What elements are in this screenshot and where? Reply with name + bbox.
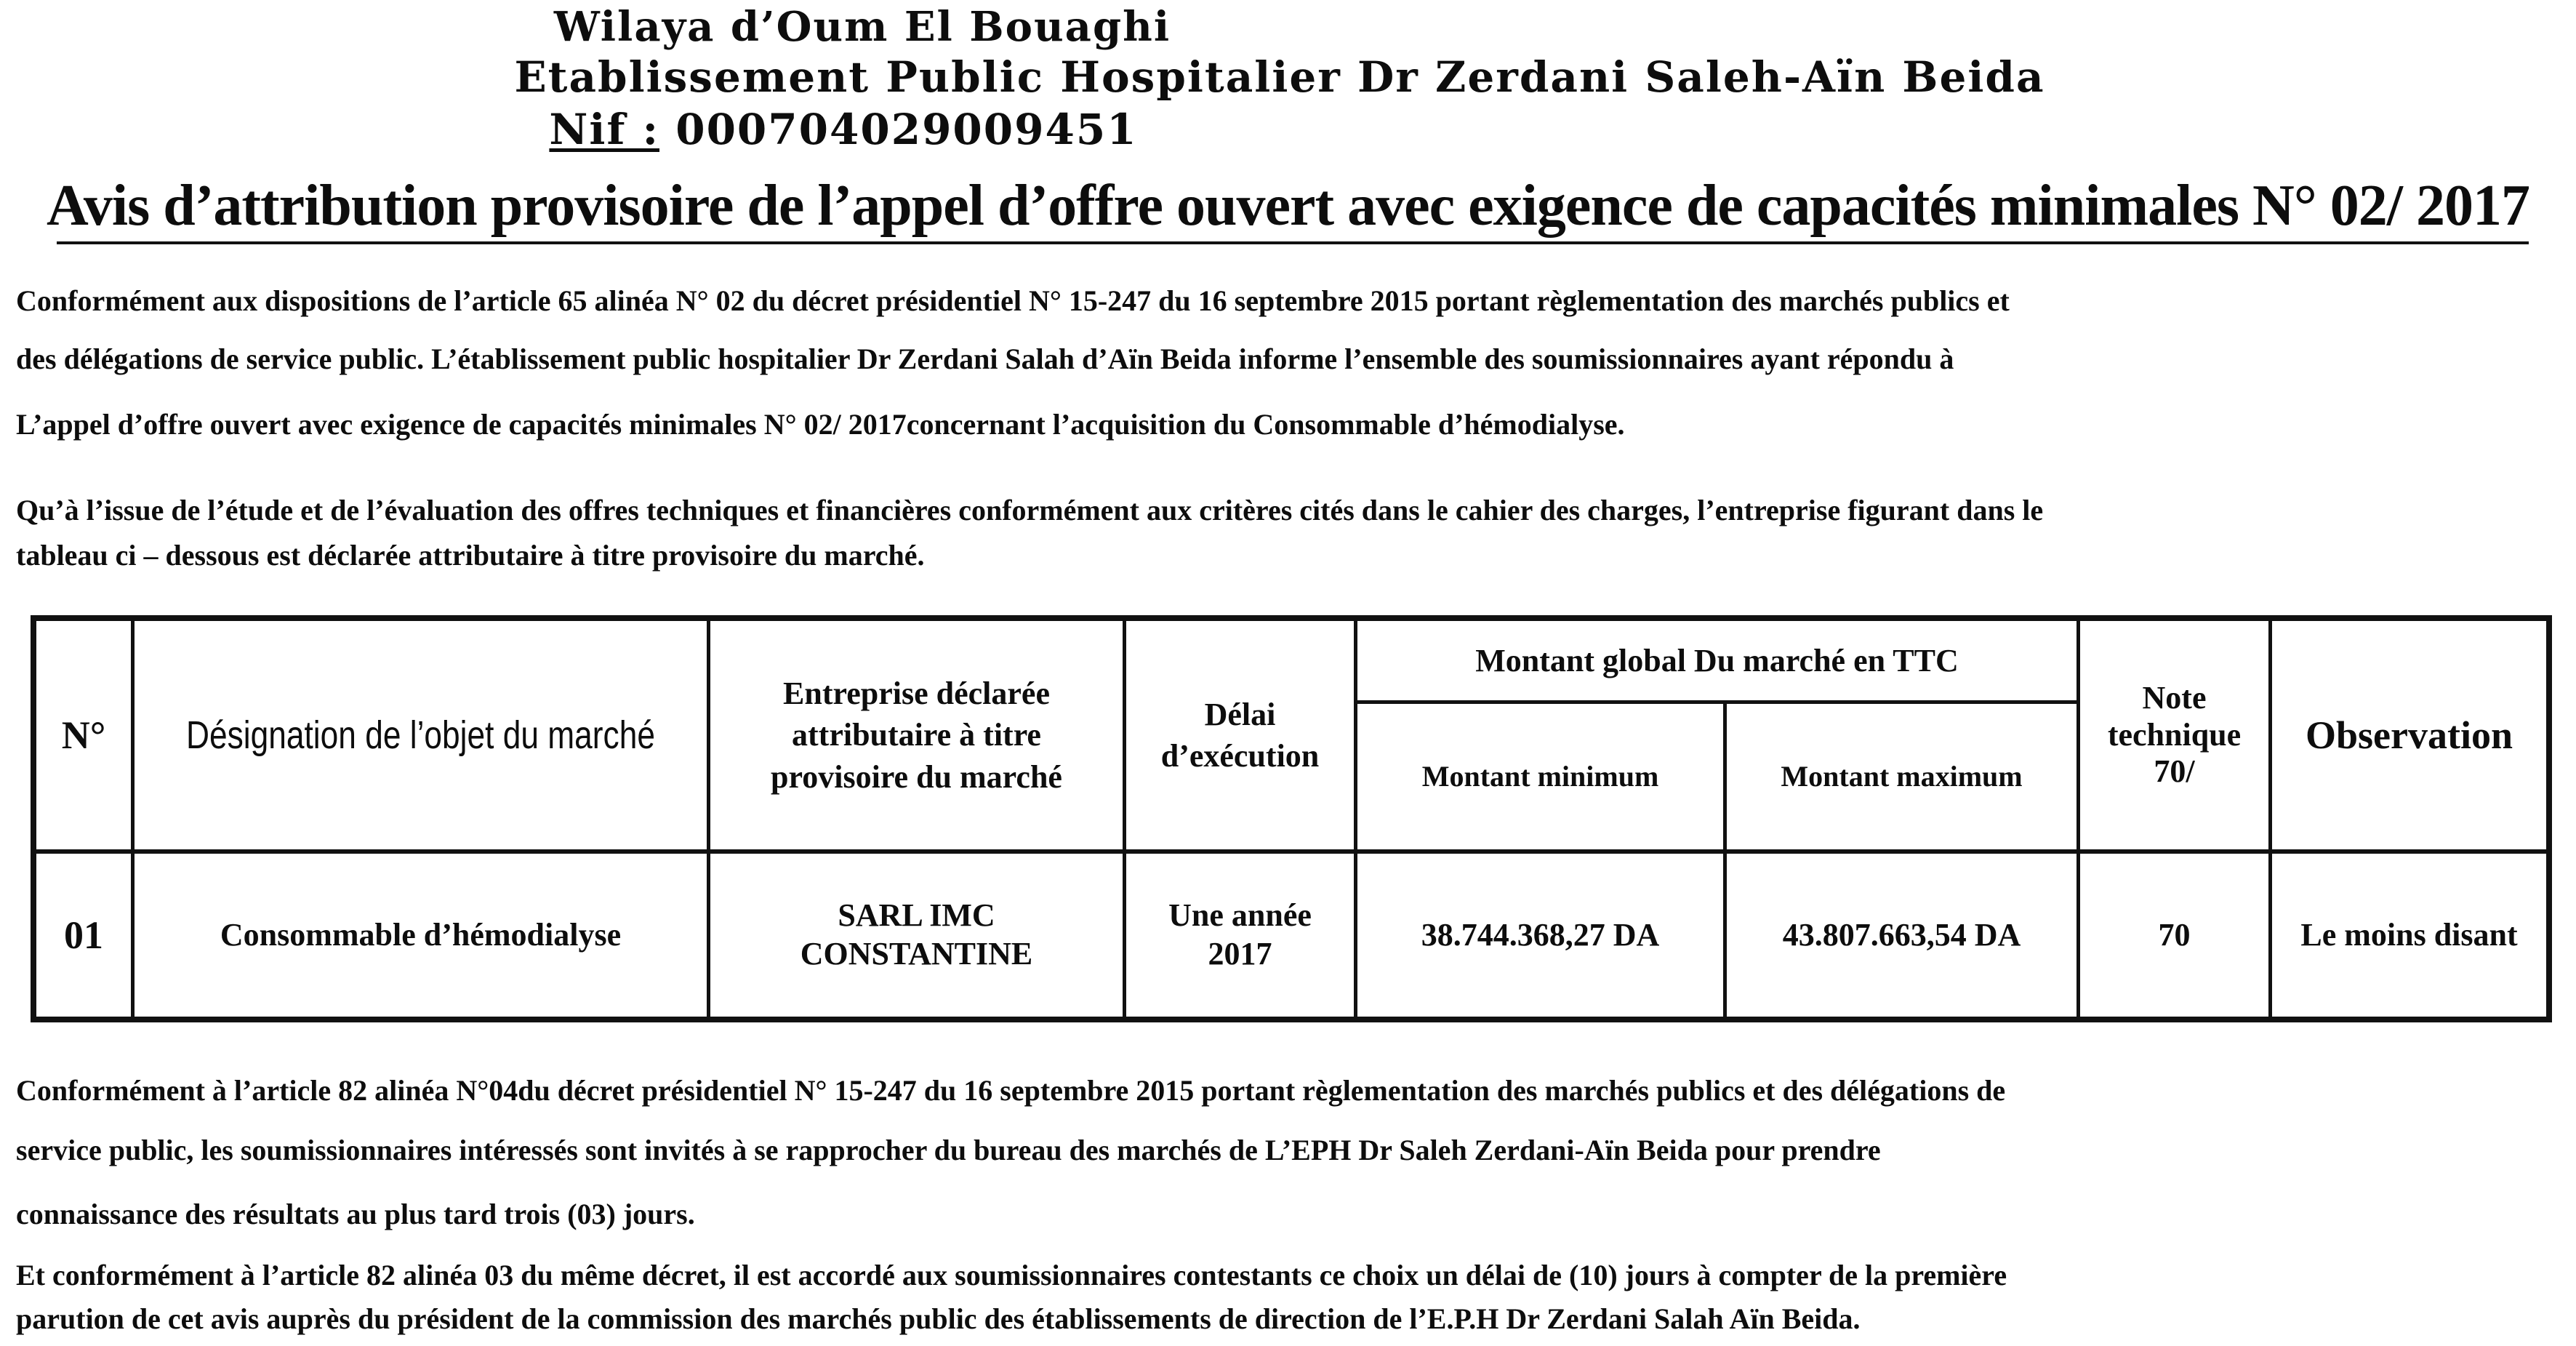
header-etablissement: Etablissement Public Hospitalier Dr Zerdani Saleh-Aïn Beida — [514, 52, 2045, 102]
header-montant-max: Montant maximum — [1781, 760, 2023, 793]
row-montant-min: 38.744.368,27 DA — [1421, 917, 1660, 953]
header-entreprise-line: Entreprise déclarée — [783, 676, 1050, 712]
intro-line-4: Qu’à l’issue de l’étude et de l’évaluation des offres techniques et financières conformément aux critères cités dans le cahier des charges, l’entreprise figurant dans le — [16, 494, 2044, 526]
intro-line-1: Conformément aux dispositions de l’article 65 alinéa N° 02 du décret présidentiel N° 15-247 du 16 septembre 2015 portant règlementation des marchés publics et — [16, 284, 2010, 317]
header-delai — [1126, 621, 1354, 849]
header-note — [2080, 621, 2268, 849]
header-delai-line: Délai — [1204, 696, 1276, 732]
intro-line-2: des délégations de service public. L’établissement public hospitalier Dr Zerdani Salah d’Aïn Beida informe l’ensemble des soumissionnaires ayant répondu à — [16, 342, 1954, 375]
header-note-line: technique — [2107, 716, 2242, 753]
nif-value: 000704029009451 — [675, 105, 1138, 154]
row-delai-line: Une année — [1168, 897, 1312, 934]
header-montant-global: Montant global Du marché en TTC — [1475, 642, 1959, 678]
closing-line-4: Et conformément à l’article 82 alinéa 03 du même décret, il est accordé aux soumissionnaires contestants ce choix un délai de (10) jours à compter de la première — [16, 1259, 2007, 1291]
header-entreprise-line: provisoire du marché — [771, 758, 1062, 795]
header-delai-line: d’exécution — [1160, 738, 1320, 774]
header-note-line: Note — [2142, 680, 2207, 716]
closing-line-3: connaissance des résultats au plus tard trois (03) jours. — [16, 1198, 695, 1230]
intro-line-3: L’appel d’offre ouvert avec exigence de capacités minimales N° 02/ 2017concernant l’acquisition du Consommable d’hémodialyse. — [16, 408, 1625, 441]
row-note: 70 — [2158, 917, 2191, 953]
row-observation: Le moins disant — [2300, 917, 2518, 953]
row-montant-max: 43.807.663,54 DA — [1782, 917, 2021, 953]
header-wilaya: Wilaya d’Oum El Bouaghi — [553, 3, 1171, 51]
row-entreprise-line: SARL IMC — [838, 897, 995, 934]
header-num: N° — [61, 713, 106, 757]
row-entreprise — [710, 854, 1123, 1017]
header-note-line: 70/ — [2154, 753, 2195, 790]
closing-line-2: service public, les soumissionnaires intéressés sont invités à se rapprocher du bureau des marchés de L’EPH Dr Saleh Zerdani-Aïn Beida pour prendre — [16, 1134, 1881, 1166]
header-entreprise-line: attributaire à titre — [792, 717, 1041, 753]
header-entreprise — [710, 621, 1123, 849]
document-title: Avis d’attribution provisoire de l’appel d’offre ouvert avec exigence de capacités minimales N° 02/ 2017 — [47, 174, 2529, 238]
nif-label: Nif : — [549, 105, 660, 154]
closing-line-5: parution de cet avis auprès du président de la commission des marchés public des établissements de direction de l’E.P.H Dr Zerdani Salah Aïn Beida. — [16, 1302, 1861, 1335]
closing-line-1: Conformément à l’article 82 alinéa N°04du décret présidentiel N° 15-247 du 16 septembre 2015 portant règlementation des marchés publics et des délégations de — [16, 1074, 2006, 1107]
header-montant-min: Montant minimum — [1421, 760, 1659, 793]
row-num: 01 — [64, 913, 103, 957]
row-delai-line: 2017 — [1208, 936, 1272, 972]
row-delai — [1126, 854, 1354, 1017]
header-observation: Observation — [2305, 713, 2513, 757]
row-entreprise-line: CONSTANTINE — [800, 936, 1033, 972]
header-designation: Désignation de l’objet du marché — [186, 713, 655, 757]
title-underline — [57, 241, 2529, 244]
header-nif — [0, 105, 1687, 154]
row-designation: Consommable d’hémodialyse — [220, 917, 622, 953]
intro-line-5: tableau ci – dessous est déclarée attributaire à titre provisoire du marché. — [16, 539, 925, 572]
